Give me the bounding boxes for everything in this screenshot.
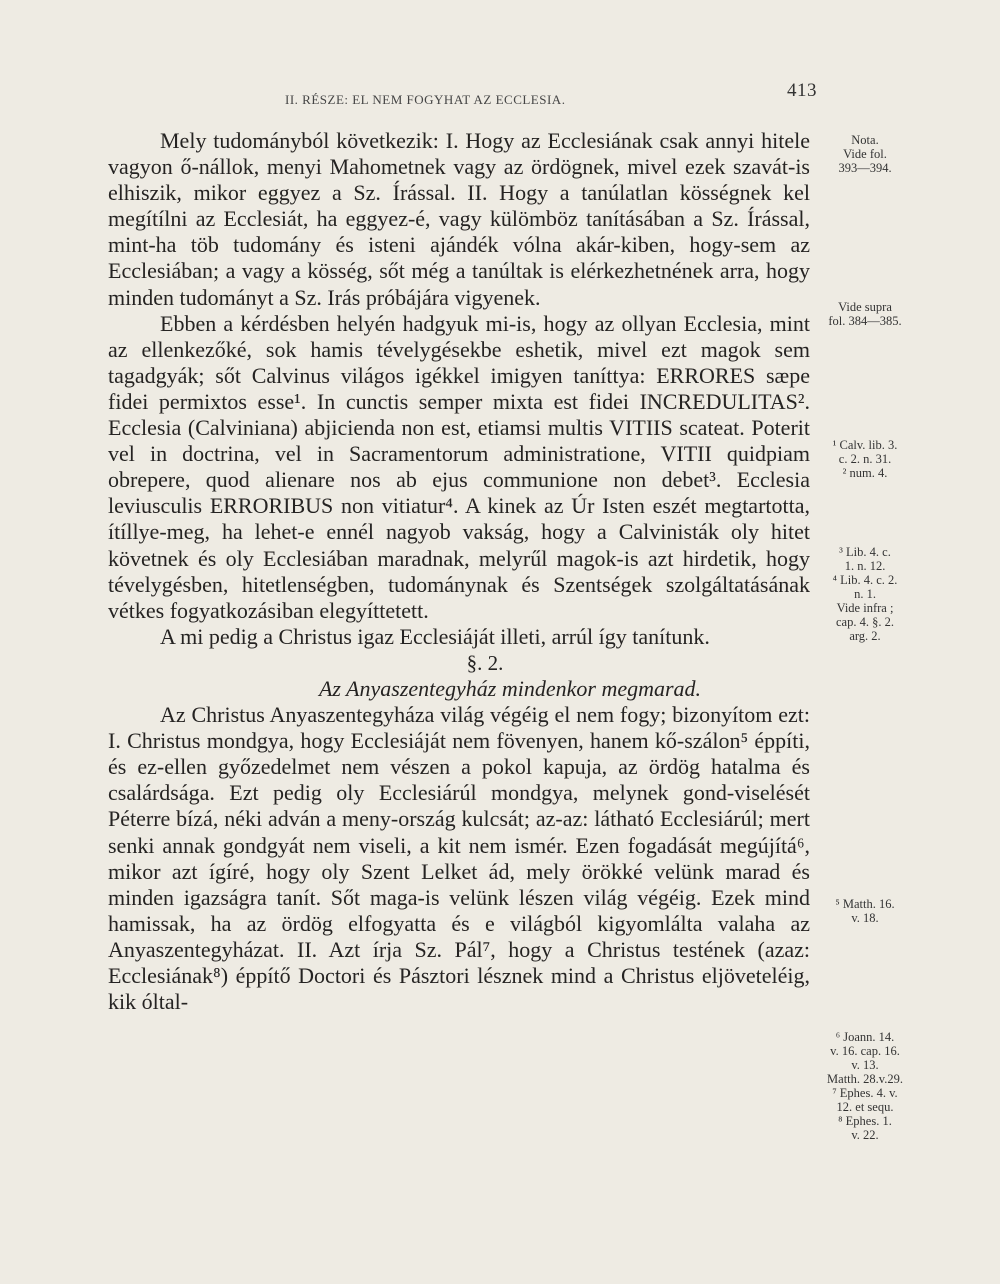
margin-note: ⁵ Matth. 16. v. 18. (835, 897, 895, 925)
running-title: II. RÉSZE: EL NEM FOGYHAT AZ ECCLESIA. (285, 92, 566, 107)
margin-note: ³ Lib. 4. c. 1. n. 12. ⁴ Lib. 4. c. 2. n. 1. Vide infra ; cap. 4. §. 2. arg. 2. (832, 545, 898, 643)
paragraph: Mely tudományból következik: I. Hogy az Ecclesiának csak annyi hitele vagyon ő-nállok, menyi Mahometnek vagy az ördögnek, mivel ezek szavát-is elhiszik, mikor eggyez a Sz. Írással. II. Hogy a tanúlatlan kösségnek kel megítílni az Ecclesiát, ha eggyez-é, vagy külömböz tanításában a Sz. Írással, mint-ha töb tudomány és isteni ajándék vólna akár-kiben, hogy-sem az Ecclesiában; a vagy a kösség, sőt még a tanúltak is elérkezhetnének arra, hogy minden tudományt a Sz. Irás próbájára vigyenek. (108, 128, 810, 310)
paragraph: A mi pedig a Christus igaz Ecclesiáját illeti, arrúl így tanítunk. (160, 623, 710, 649)
margin-note: Nota. Vide fol. 393—394. (838, 133, 892, 175)
running-header (285, 80, 817, 110)
page-number: 413 (787, 80, 817, 101)
paragraph: Az Christus Anyaszentegyháza világ végéig el nem fogy; bizonyítom ezt: I. Christus mondgya, hogy Ecclesiáját nem fövenyen, hanem kő-szálon⁵ éppíti, és ez-ellen győzedelmet nem vészen a pokol kapuja, az ördög hatalma és csalárdsága. Ezt pedig oly Ecclesiárúl mondgya, melynek gond-viselését Péterre bízá, néki adván a meny-ország kulcsát; az-az: látható Ecclesiárúl; mert senki annak gondgyát nem viseli, a kit nem ismér. Ezen fogadását megújítá⁶, mikor azt ígíré, hogy oly Szent Lelket ád, mely örökké velünk marad és minden igazságra tanít. Sőt maga-is velünk lészen világ végéig. Ezek mind hamissak, ha az ördög elfogyatta és e világból kigyomlálta valaha az Anyaszentegyházat. II. Azt írja Sz. Pál⁷, hogy a Christus testének (azaz: Ecclesiának⁸) éppítő Doctori és Pásztori lésznek mind a Christus eljöveteléig, kik óltal- (108, 702, 810, 1015)
margin-note: ¹ Calv. lib. 3. c. 2. n. 31. ² num. 4. (832, 438, 898, 480)
section-number: §. 2. (466, 650, 504, 675)
section-title: Az Anyaszentegyház mindenkor megmarad. (318, 675, 702, 701)
paragraph: Ebben a kérdésben helyén hadgyuk mi-is, hogy az ollyan Ecclesia, mint az ellenkezőké, sok hamis tévelygésekbe eshetik, mivel ezt magok sem tagadgyák; sőt Calvinus világos igékkel imigyen taníttya: ERRORES sæpe fidei permixtos esse¹. In cunctis semper mixta est fidei INCREDULITAS². Ecclesia (Calviniana) abjicienda non est, etiamsi multis VITIIS scateat. Poterit vel in doctrina, vel in Sacramentorum administratione, VITII quidpiam obrepere, quod alienare nos ab ejus communione non debet³. Ecclesia leviusculis ERRORIBUS non vitiatur⁴. A kinek az Úr Isten eszét megtartotta, ítíllye-meg, ha lehet-e ennél nagyob vakság, hogy a Calvinisták oly hitet követnek és oly Ecclesiában maradnak, melyrűl magok-is azt hirdetik, hogy tévelygésben, hitetlenségben, tudománynak és Szentségek szolgáltatásának vétkes fogyatkozásiban elegyíttetett. (108, 310, 810, 623)
margin-note: ⁶ Joann. 14. v. 16. cap. 16. v. 13. Matth. 28.v.29. ⁷ Ephes. 4. v. 12. et sequ. ⁸ Ephes. 1. v. 22. (827, 1030, 903, 1142)
main-text (108, 128, 810, 1015)
margin-note: Vide supra fol. 384—385. (828, 300, 902, 328)
